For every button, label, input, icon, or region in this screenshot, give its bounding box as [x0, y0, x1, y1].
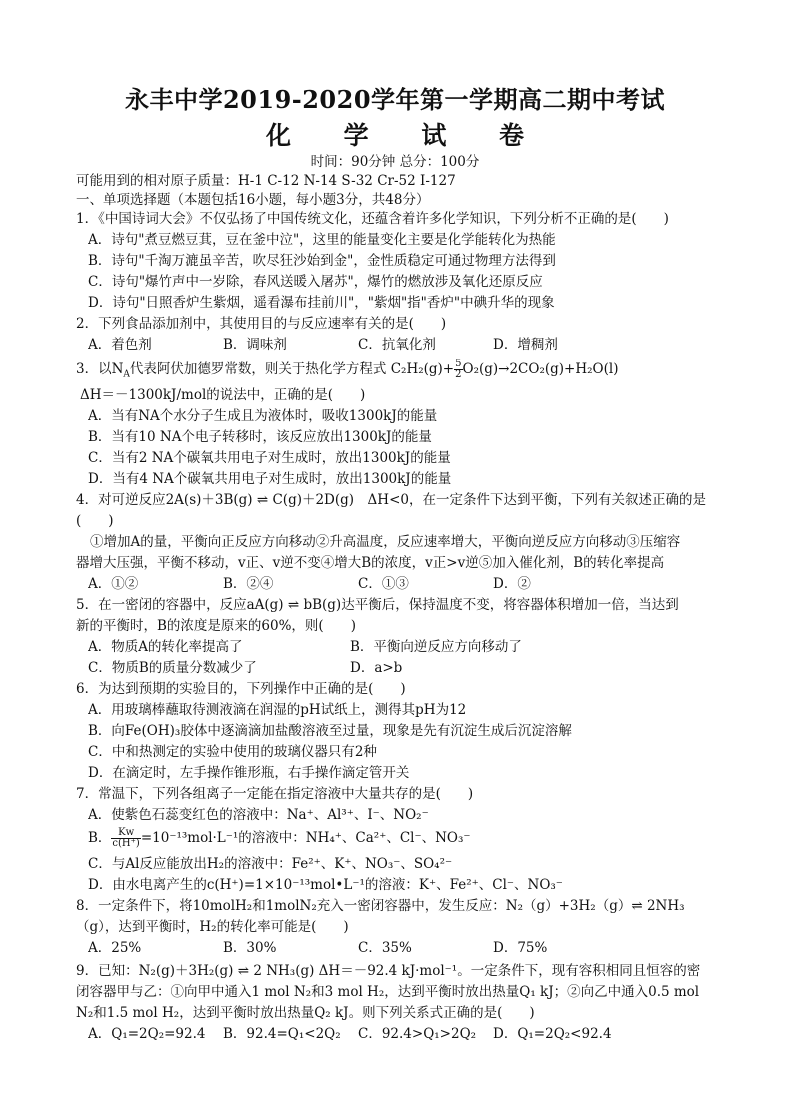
q1-option-a: A．诗句"煮豆燃豆萁，豆在釜中泣"，这里的能量变化主要是化学能转化为热能: [88, 232, 556, 248]
q4-body-2: 器增大压强，平衡不移动，v正、v逆不变④增大B的浓度，v正>v逆⑤加入催化剂，B的转化率提高: [76, 555, 665, 571]
q8-options: [88, 939, 750, 958]
q1-option-b: B．诗句"千淘万漉虽辛苦，吹尽狂沙始到金"，金性质稳定可通过物理方法得到: [88, 253, 556, 269]
q8-stem-2: （g），达到平衡时，H₂的转化率可能是( ): [76, 919, 349, 935]
q9-options: [88, 1025, 750, 1044]
q2-option-c: C．抗氧化剂: [358, 337, 436, 353]
q5-option-a: A．物质A的转化率提高了: [88, 639, 243, 655]
q9-option-b: B．92.4=Q₁<2Q₂: [223, 1026, 341, 1042]
q1-option-d: D．诗句"日照香炉生紫烟，遥看瀑布挂前川"，"紫烟"指"香炉"中碘升华的现象: [88, 295, 555, 311]
q7-option-d: D．由水电离产生的c(H⁺)=1×10⁻¹³mol•L⁻¹的溶液：K⁺、Fe²⁺、Cl⁻、NO₃⁻: [88, 877, 563, 893]
q1-stem: 1．《中国诗词大会》不仅弘扬了中国传统文化，还蕴含着许多化学知识，下列分析不正确的是( ): [76, 211, 669, 227]
q2-stem: 2．下列食品添加剂中，其使用目的与反应速率有关的是( ): [76, 316, 447, 332]
q6-option-b: B．向Fe(OH)₃胶体中逐滴滴加盐酸溶液至过量，现象是先有沉淀生成后沉淀溶解: [88, 723, 572, 739]
q3-option-b: B．当有10 NA个电子转移时，该反应放出1300kJ的能量: [88, 429, 432, 445]
q3-option-c: C．当有2 NA个碳氧共用电子对生成时，放出1300kJ的能量: [88, 450, 451, 466]
q6-stem: 6．为达到预期的实验目的，下列操作中正确的是( ): [76, 681, 406, 697]
q5-option-c: C．物质B的质量分数减少了: [88, 660, 257, 676]
q2-option-b: B．调味剂: [223, 337, 287, 353]
q5-option-d: D．a>b: [350, 660, 403, 676]
exam-subtitle: 化 学 试 卷: [265, 121, 547, 150]
q3-option-a: A．当有NA个水分子生成且为液体时，吸收1300kJ的能量: [88, 408, 438, 424]
q8-option-b: B．30%: [223, 940, 277, 956]
time-info: 时间：90分钟 总分：100分: [310, 154, 480, 170]
q5-options-cd: [88, 659, 750, 678]
five-halves-fraction: $\frac{5}{2}$: [455, 359, 462, 380]
q3-stem: 3．以$N_A$代表阿伏加德罗常数，则关于热化学方程式 C₂H₂(g)+ $\frac{5}{2}$ O₂(g)→2CO₂(g)+H₂O(l): [76, 359, 619, 380]
q5-stem-2: 新的平衡时，B的浓度是原来的60%，则( ): [76, 618, 356, 634]
q7-option-b: B． $\frac{Kw}{c(H^+)}$ =10⁻¹³mol·L⁻¹的溶液中：NH₄⁺、Ca²⁺、Cl⁻、NO₃⁻: [88, 827, 471, 849]
atomic-masses: 可能用到的相对原子质量：H-1 C-12 N-14 S-32 Cr-52 I-127: [76, 173, 456, 189]
q8-option-d: D．75%: [493, 940, 548, 956]
q4-paren: ( ): [76, 513, 114, 529]
q8-option-c: C．35%: [358, 940, 412, 956]
q9-option-a: A．Q₁=2Q₂=92.4: [88, 1026, 206, 1042]
q6-option-c: C．中和热测定的实验中使用的玻璃仪器只有2种: [88, 744, 377, 760]
q6-option-a: A．用玻璃棒蘸取待测液滴在润湿的pH试纸上，测得其pH为12: [88, 702, 467, 718]
q9-stem-3: N₂和1.5 mol H₂，达到平衡时放出热量Q₂ kJ。则下列关系式正确的是( ): [76, 1005, 535, 1021]
q1-option-c: C．诗句"爆竹声中一岁除，春风送暖入屠苏"，爆竹的燃放涉及氧化还原反应: [88, 274, 543, 290]
q9-option-d: D．Q₁=2Q₂<92.4: [493, 1026, 612, 1042]
kw-fraction: $\frac{Kw}{c(H^+)}$: [112, 827, 140, 849]
q4-option-a: A．①②: [88, 576, 139, 592]
q7-option-c: C．与Al反应能放出H₂的溶液中：Fe²⁺、K⁺、NO₃⁻、SO₄²⁻: [88, 856, 453, 872]
q4-body-1: ①增加A的量，平衡向正反应方向移动②升高温度，反应速率增大，平衡向逆反应方向移动③压缩容: [90, 534, 681, 550]
q8-option-a: A．25%: [88, 940, 142, 956]
q2-option-d: D．增稠剂: [493, 337, 558, 353]
q4-stem: 4．对可逆反应2A(s)＋3B(g) ⇌ C(g)＋2D(g) ΔH<0，在一定条件下达到平衡，下列有关叙述正确的是: [76, 492, 706, 508]
q9-stem-2: 闭容器甲与乙：①向甲中通入1 mol N₂和3 mol H₂，达到平衡时放出热量Q₁ kJ；②向乙中通入0.5 mol: [76, 984, 700, 1000]
q6-option-d: D．在滴定时，左手操作锥形瓶，右手操作滴定管开关: [88, 765, 410, 781]
q2-option-a: A．着色剂: [88, 337, 152, 353]
q4-option-c: C．①③: [358, 576, 409, 592]
q8-stem: 8．一定条件下，将10molH₂和1molN₂充入一密闭容器中，发生反应：N₂（g）+3H₂（g）⇌ 2NH₃: [76, 898, 685, 914]
q2-options: [88, 336, 750, 355]
q3-option-d: D．当有4 NA个碳氧共用电子对生成时，放出1300kJ的能量: [88, 471, 452, 487]
q7-option-a: A．使紫色石蕊变红色的溶液中：Na⁺、Al³⁺、I⁻、NO₂⁻: [88, 807, 429, 823]
section-heading: 一、单项选择题（本题包括16小题，每小题3分，共48分）: [76, 192, 430, 208]
exam-title: 永丰中学2019-2020学年第一学期高二期中考试: [124, 85, 666, 114]
q5-option-b: B．平衡向逆反应方向移动了: [350, 639, 522, 655]
q3-stem-line2: ΔH＝－1300kJ/mol的说法中，正确的是( ): [80, 387, 366, 403]
q5-stem: 5．在一密闭的容器中，反应aA(g) ⇌ bB(g)达平衡后，保持温度不变，将容器体积增加一倍，当达到: [76, 597, 679, 613]
q4-option-b: B．②④: [223, 576, 274, 592]
q7-stem: 7．常温下，下列各组离子一定能在指定溶液中大量共存的是( ): [76, 786, 474, 802]
q9-option-c: C．92.4>Q₁>2Q₂: [358, 1026, 477, 1042]
q9-stem: 9．已知：N₂(g)＋3H₂(g) ⇌ 2 NH₃(g) ΔH＝－92.4 kJ·mol⁻¹。一定条件下，现有容积相同且恒容的密: [76, 963, 701, 979]
q4-options: [88, 575, 750, 594]
q5-options-ab: [88, 638, 750, 657]
q4-option-d: D．②: [493, 576, 531, 592]
